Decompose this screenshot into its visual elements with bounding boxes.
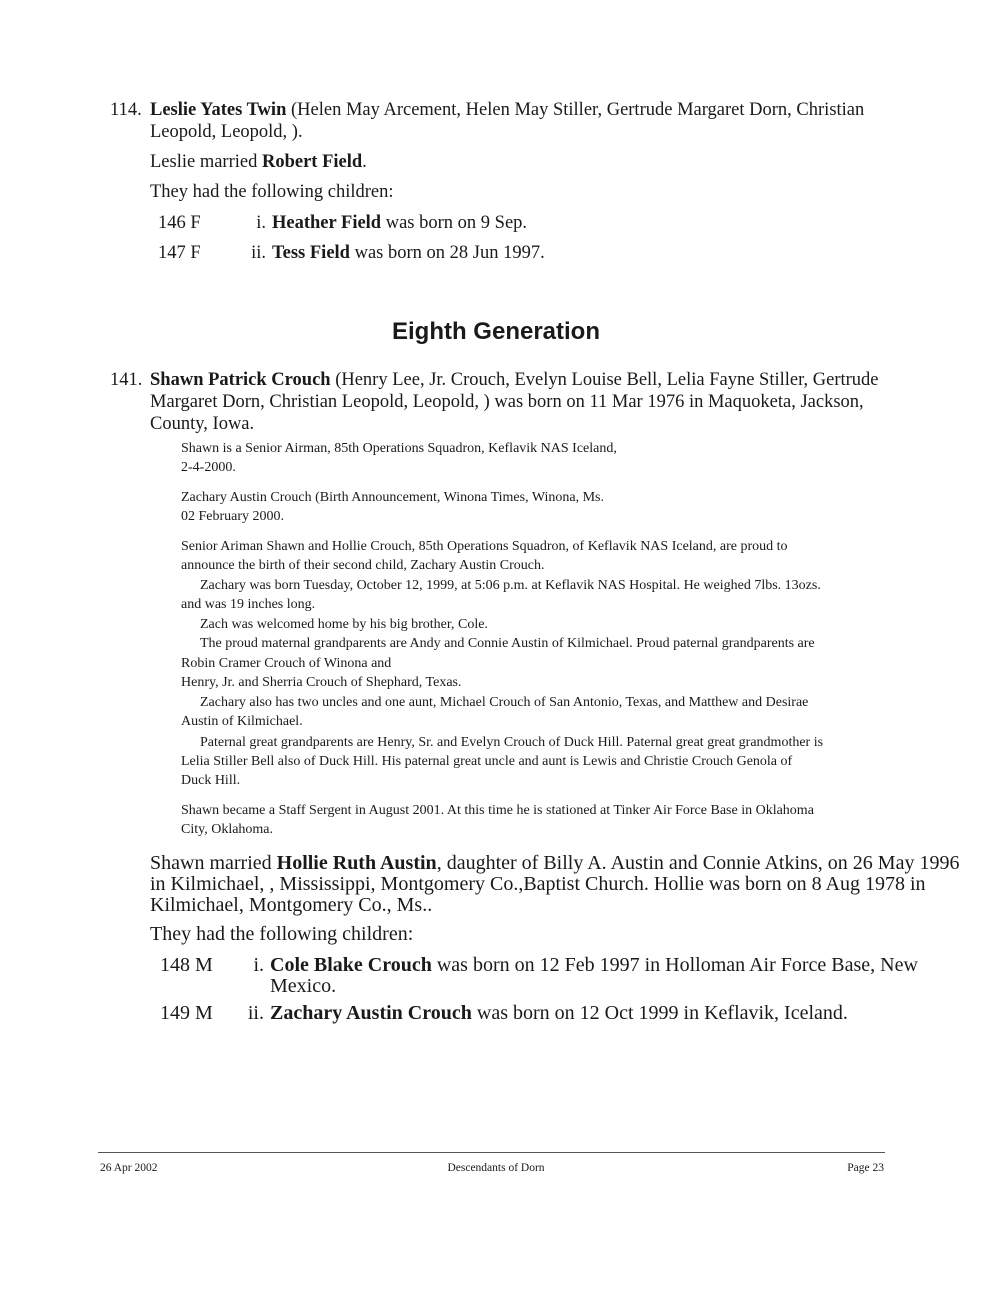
- marriage-line: [150, 852, 959, 875]
- child-name: Zachary Austin Crouch: [270, 1002, 472, 1024]
- lineage-text: (Helen May Arcement, Helen May Stiller, Gertrude Margaret Dorn, Christian: [290, 100, 865, 120]
- spouse-name: Hollie Ruth Austin: [276, 852, 437, 874]
- lineage-text: Margaret Dorn, Christian Leopold, Leopold, ) was born on 11 Mar 1976 in Maquoketa, Jackson,: [150, 392, 864, 412]
- child-text: [272, 213, 527, 234]
- note-line: and was 19 inches long.: [181, 597, 316, 612]
- entry-number: 114.: [110, 100, 142, 120]
- children-intro: They had the following children:: [150, 923, 414, 945]
- marriage-detail: , daughter of Billy A. Austin and Connie Atkins, on 26 May 1996: [436, 852, 960, 874]
- note-line: Shawn is a Senior Airman, 85th Operations Squadron, Keflavik NAS Iceland,: [181, 441, 617, 456]
- child-detail: Mexico.: [270, 975, 337, 997]
- person-name: Leslie Yates Twin: [150, 100, 287, 120]
- note-line: Henry, Jr. and Sherria Crouch of Shephard, Texas.: [181, 675, 462, 690]
- note-line: Robin Cramer Crouch of Winona and: [181, 656, 392, 671]
- note-line: 02 February 2000.: [181, 509, 285, 524]
- child-id: 149 M: [160, 1002, 213, 1024]
- note-line: Zachary also has two uncles and one aunt, Michael Crouch of San Antonio, Texas, and Matthew and Desirae: [200, 695, 809, 710]
- note-line: Lelia Stiller Bell also of Duck Hill. His paternal great uncle and aunt is Lewis and Christie Crouch Genola of: [181, 754, 793, 769]
- child-text: [270, 954, 918, 977]
- note-line: Paternal great grandparents are Henry, Sr. and Evelyn Crouch of Duck Hill. Paternal great great grandmother is: [200, 735, 824, 750]
- marriage-prefix: Shawn married: [150, 852, 272, 874]
- footer-divider: [98, 1152, 885, 1153]
- note-line: Shawn became a Staff Sergent in August 2001. At this time he is stationed at Tinker Air Force Base in Oklahoma: [181, 803, 814, 818]
- child-roman: i.: [256, 213, 266, 233]
- note-line: City, Oklahoma.: [181, 822, 274, 837]
- note-line: Zachary Austin Crouch (Birth Announcement, Winona Times, Winona, Ms.: [181, 490, 604, 505]
- lineage-text: County, Iowa.: [150, 414, 255, 434]
- note-line: Zachary was born Tuesday, October 12, 1999, at 5:06 p.m. at Keflavik NAS Hospital. He weighed 7lbs. 13ozs.: [200, 578, 821, 593]
- child-roman: ii.: [251, 243, 266, 263]
- marriage-line: [150, 152, 367, 173]
- child-text: [272, 243, 545, 264]
- note-line: Austin of Kilmichael.: [181, 714, 303, 729]
- note-line: announce the birth of their second child, Zachary Austin Crouch.: [181, 558, 545, 573]
- child-detail: was born on 9 Sep.: [385, 213, 528, 233]
- child-text: [270, 1002, 848, 1025]
- child-detail: was born on 12 Oct 1999 in Keflavik, Iceland.: [476, 1002, 848, 1024]
- child-name: Tess Field: [272, 243, 350, 263]
- note-line: Duck Hill.: [181, 773, 241, 788]
- entry-heading-line-1: [150, 370, 879, 391]
- marriage-prefix: Leslie married: [150, 152, 258, 172]
- footer-title: Descendants of Dorn: [447, 1162, 545, 1174]
- lineage-text: Leopold, Leopold, ).: [150, 122, 303, 142]
- child-roman: ii.: [247, 1002, 264, 1024]
- child-detail: was born on 28 Jun 1997.: [354, 243, 545, 263]
- note-line: The proud maternal grandparents are Andy and Connie Austin of Kilmichael. Proud paternal grandparents are: [200, 636, 815, 651]
- child-detail: was born on 12 Feb 1997 in Holloman Air Force Base, New: [436, 954, 918, 976]
- person-name: Shawn Patrick Crouch: [150, 370, 331, 390]
- children-intro: They had the following children:: [150, 182, 394, 202]
- note-line: 2-4-2000.: [181, 460, 236, 475]
- child-id: 146 F: [158, 213, 201, 233]
- punctuation: .: [362, 152, 367, 172]
- entry-heading-line-1: [150, 100, 864, 121]
- child-name: Heather Field: [272, 213, 382, 233]
- footer-date: 26 Apr 2002: [100, 1162, 158, 1174]
- marriage-detail: Kilmichael, Montgomery Co., Ms..: [150, 894, 433, 916]
- child-id: 148 M: [160, 954, 213, 976]
- child-roman: i.: [253, 954, 264, 976]
- footer-page-number: Page 23: [847, 1162, 884, 1174]
- marriage-detail: in Kilmichael, , Mississippi, Montgomery Co.,Baptist Church. Hollie was born on 8 Aug 1978 in: [150, 873, 926, 895]
- entry-number: 141.: [110, 370, 143, 390]
- generation-heading: Eighth Generation: [391, 318, 600, 345]
- spouse-name: Robert Field: [261, 152, 363, 172]
- note-line: Senior Ariman Shawn and Hollie Crouch, 85th Operations Squadron, of Keflavik NAS Iceland, are proud to: [181, 539, 788, 554]
- child-name: Cole Blake Crouch: [270, 954, 432, 976]
- lineage-text: (Henry Lee, Jr. Crouch, Evelyn Louise Bell, Lelia Fayne Stiller, Gertrude: [335, 370, 879, 390]
- child-id: 147 F: [158, 243, 201, 263]
- note-line: Zach was welcomed home by his big brother, Cole.: [200, 617, 488, 632]
